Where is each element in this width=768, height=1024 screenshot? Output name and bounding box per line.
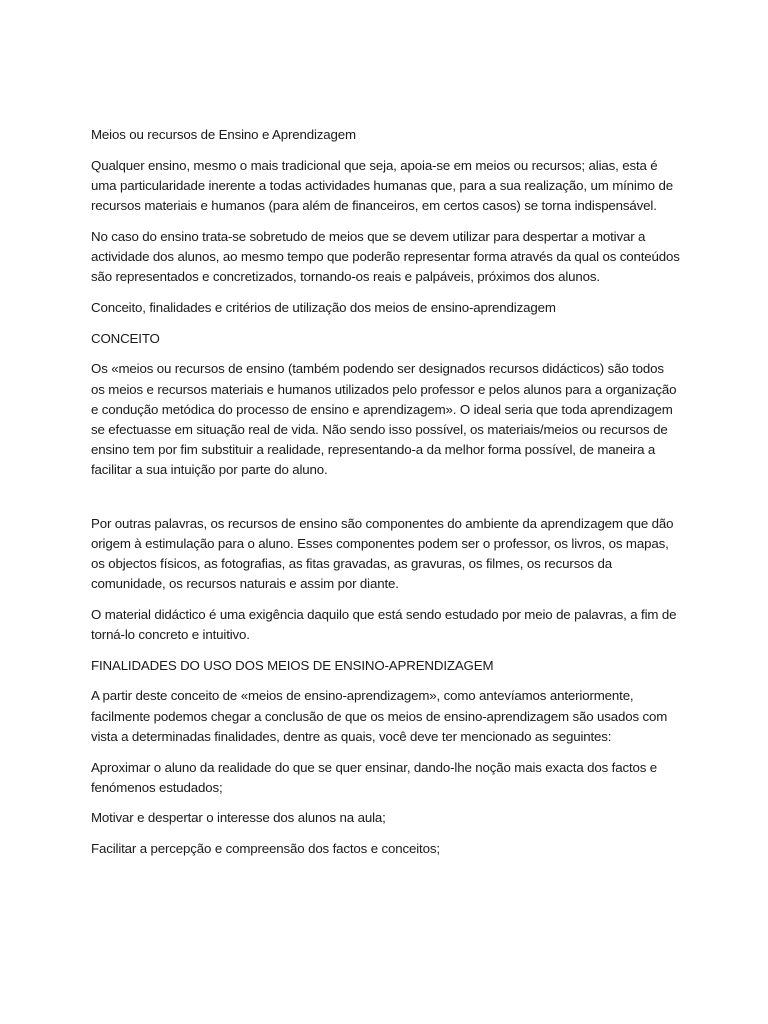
document-body [91, 125, 681, 870]
section-heading: FINALIDADES DO USO DOS MEIOS DE ENSINO-APRENDIZAGEM [91, 657, 494, 673]
section-heading: CONCEITO [91, 330, 160, 346]
document-title: Meios ou recursos de Ensino e Aprendizagem [91, 127, 356, 142]
list-item: Motivar e despertar o interesse dos alunos na aula; [91, 810, 386, 826]
section-heading: Conceito, finalidades e critérios de utilização dos meios de ensino-aprendizagem [91, 299, 556, 315]
paragraph: A partir deste conceito de «meios de ensino-aprendizagem», como antevíamos anteriormente, facilmente podemos chegar a conclusão de que os meios de ensino-aprendizagem são usados com vista a determinadas finalidades, dentre as quais, você deve ter mencionado as seguintes: [91, 688, 668, 744]
paragraph: No caso do ensino trata-se sobretudo de meios que se devem utilizar para despertar a motivar a actividade dos alunos, ao mesmo tempo que poderão representar forma através da qual os conteúdos são representados e concretizados, tornando-os reais e palpáveis, próximos dos alunos. [91, 228, 680, 285]
list-item: Facilitar a percepção e compreensão dos factos e conceitos; [91, 841, 440, 857]
paragraph: O material didáctico é uma exigência daquilo que está sendo estudado por meio de palavras, a fim de torná-lo concreto e intuitivo. [91, 606, 677, 643]
list-item: Aproximar o aluno da realidade do que se quer ensinar, dando-lhe noção mais exacta dos factos e fenómenos estudados; [91, 759, 658, 795]
paragraph: Por outras palavras, os recursos de ensino são componentes do ambiente da aprendizagem que dão origem à estimulação para o aluno. Esses componentes podem ser o professor, os livros, os mapas, os objectos físicos, as fotografias, as fitas gravadas, as gravuras, os filmes, os recursos da comunidade, os recursos naturais e assim por diante. [91, 515, 674, 592]
paragraph: Os «meios ou recursos de ensino (também podendo ser designados recursos didácticos) são todos os meios e recursos materiais e humanos utilizados pelo professor e pelos alunos para a organização e condução metódica do processo de ensino e aprendizagem». O ideal seria que toda aprendizagem se efectuasse em situação real de vida. Não sendo isso possível, os materiais/meios ou recursos de ensino tem por fim substituir a realidade, representando-a da melhor forma possível, de maneira a facilitar a sua intuição por parte do aluno. [91, 361, 677, 478]
paragraph: Qualquer ensino, mesmo o mais tradicional que seja, apoia-se em meios ou recursos; alias, esta é uma particularidade inerente a todas actividades humanas que, para a sua realização, um mínimo de recursos materiais e humanos (para além de financeiros, em certos casos) se torna indispensável. [91, 157, 673, 214]
